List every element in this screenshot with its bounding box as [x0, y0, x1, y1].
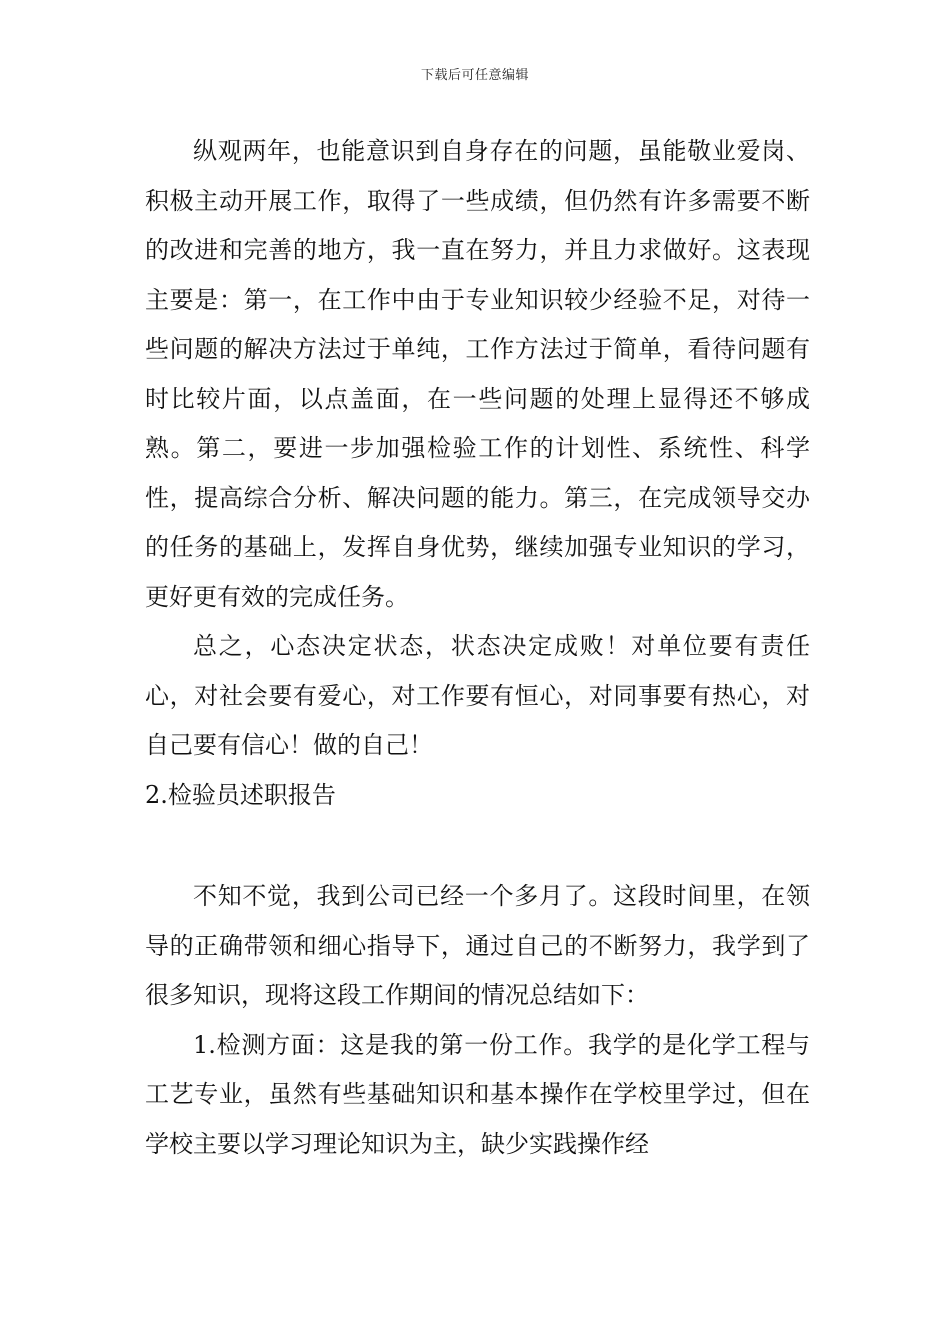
paragraph-intro: 不知不觉，我到公司已经一个多月了。这段时间里，在领导的正确带领和细心指导下，通过自己的不断努力，我学到了很多知识，现将这段工作期间的情况总结如下： — [145, 882, 810, 1009]
section-title: 2.检验员述职报告 — [145, 780, 336, 809]
page-header: 下载后可任意编辑 — [420, 68, 529, 83]
blank-line — [145, 820, 810, 872]
document-body — [145, 127, 810, 1169]
paragraph-self-review: 纵观两年，也能意识到自身存在的问题，虽能敬业爱岗、积极主动开展工作，取得了一些成绩，但仍然有许多需要不断的改进和完善的地方，我一直在努力，并且力求做好。这表现主要是：第一，在工作中由于专业知识较少经验不足，对待一些问题的解决方法过于单纯，工作方法过于简单，看待问题有时比较片面，以点盖面，在一些问题的处理上显得还不够成熟。第二，要进一步加强检验工作的计划性、系统性、科学性，提高综合分析、解决问题的能力。第三，在完成领导交办的任务的基础上，发挥自身优势，继续加强专业知识的学习，更好更有效的完成任务。 — [145, 137, 810, 611]
paragraph-testing: 1.检测方面：这是我的第一份工作。我学的是化学工程与工艺专业，虽然有些基础知识和基本操作在学校里学过，但在学校主要以学习理论知识为主，缺少实践操作经 — [145, 1030, 810, 1158]
paragraph-conclusion: 总之，心态决定状态，状态决定成败！对单位要有责任心，对社会要有爱心，对工作要有恒心，对同事要有热心，对自己要有信心！做的自己！ — [145, 632, 810, 759]
